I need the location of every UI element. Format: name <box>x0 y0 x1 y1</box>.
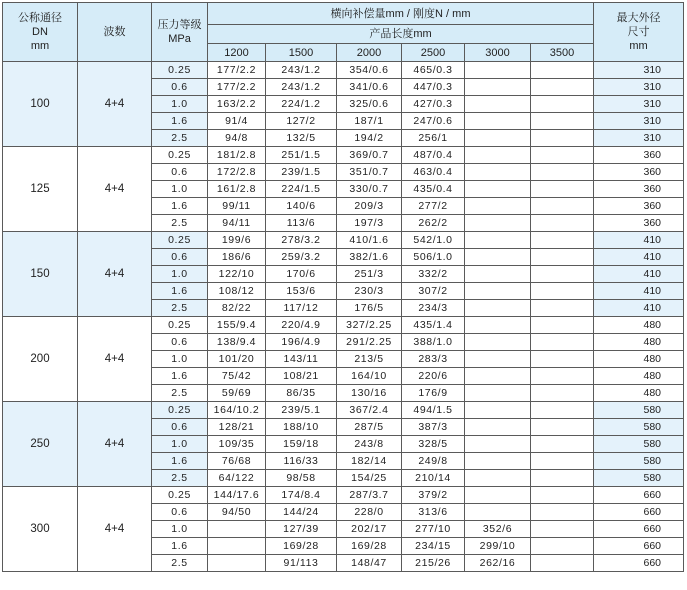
max-od-cell: 480 <box>594 368 684 385</box>
value-cell: 278/3.2 <box>266 232 337 249</box>
value-cell <box>465 470 531 487</box>
value-cell: 351/0.7 <box>337 164 402 181</box>
pressure-cell: 1.6 <box>152 453 208 470</box>
value-cell: 94/50 <box>208 504 266 521</box>
max-od-cell: 310 <box>594 130 684 147</box>
value-cell: 239/1.5 <box>266 164 337 181</box>
value-cell: 86/35 <box>266 385 337 402</box>
value-cell: 76/68 <box>208 453 266 470</box>
value-cell: 181/2.8 <box>208 147 266 164</box>
value-cell: 388/1.0 <box>402 334 465 351</box>
waves-cell: 4+4 <box>78 402 152 487</box>
pressure-cell: 1.0 <box>152 181 208 198</box>
waves-cell: 4+4 <box>78 232 152 317</box>
value-cell: 196/4.9 <box>266 334 337 351</box>
value-cell: 352/6 <box>465 521 531 538</box>
value-cell: 186/6 <box>208 249 266 266</box>
value-cell <box>531 317 594 334</box>
value-cell: 224/1.2 <box>266 96 337 113</box>
length-header: 2000 <box>337 44 402 62</box>
value-cell: 277/10 <box>402 521 465 538</box>
value-cell <box>465 402 531 419</box>
pressure-cell: 2.5 <box>152 130 208 147</box>
value-cell: 155/9.4 <box>208 317 266 334</box>
value-cell: 122/10 <box>208 266 266 283</box>
value-cell <box>531 368 594 385</box>
value-cell: 487/0.4 <box>402 147 465 164</box>
value-cell <box>531 198 594 215</box>
pressure-cell: 0.6 <box>152 419 208 436</box>
value-cell: 542/1.0 <box>402 232 465 249</box>
pressure-cell: 0.25 <box>152 487 208 504</box>
table-row <box>3 487 684 504</box>
max-od-cell: 360 <box>594 164 684 181</box>
value-cell <box>531 62 594 79</box>
pressure-cell: 1.6 <box>152 538 208 555</box>
pressure-cell: 0.25 <box>152 147 208 164</box>
value-cell: 435/0.4 <box>402 181 465 198</box>
product-length-header: 产品长度mm <box>208 25 594 44</box>
bellows-spec-table <box>2 2 684 572</box>
max-od-cell: 310 <box>594 96 684 113</box>
max-od-cell: 480 <box>594 351 684 368</box>
value-cell: 247/0.6 <box>402 113 465 130</box>
max-od-cell: 480 <box>594 317 684 334</box>
table-body <box>3 62 684 572</box>
value-cell: 187/1 <box>337 113 402 130</box>
value-cell: 170/6 <box>266 266 337 283</box>
dn-header-line-2: DN <box>32 26 48 38</box>
value-cell <box>465 368 531 385</box>
pressure-cell: 2.5 <box>152 300 208 317</box>
max-od-cell: 660 <box>594 487 684 504</box>
value-cell <box>465 453 531 470</box>
pressure-cell: 1.0 <box>152 96 208 113</box>
value-cell <box>208 555 266 572</box>
value-cell <box>531 436 594 453</box>
value-cell <box>531 521 594 538</box>
length-header: 2500 <box>402 44 465 62</box>
waves-cell: 4+4 <box>78 317 152 402</box>
pressure-cell: 1.6 <box>152 368 208 385</box>
value-cell: 341/0.6 <box>337 79 402 96</box>
value-cell: 243/1.2 <box>266 79 337 96</box>
pressure-cell: 0.25 <box>152 232 208 249</box>
value-cell <box>465 198 531 215</box>
value-cell <box>465 62 531 79</box>
value-cell <box>465 283 531 300</box>
spec-table-container <box>2 2 683 572</box>
value-cell: 143/11 <box>266 351 337 368</box>
value-cell <box>465 300 531 317</box>
pressure-cell: 2.5 <box>152 555 208 572</box>
value-cell: 494/1.5 <box>402 402 465 419</box>
value-cell: 59/69 <box>208 385 266 402</box>
value-cell: 182/14 <box>337 453 402 470</box>
max-od-cell: 310 <box>594 62 684 79</box>
value-cell: 299/10 <box>465 538 531 555</box>
value-cell <box>531 96 594 113</box>
value-cell: 169/28 <box>337 538 402 555</box>
value-cell: 94/8 <box>208 130 266 147</box>
value-cell: 75/42 <box>208 368 266 385</box>
value-cell: 138/9.4 <box>208 334 266 351</box>
value-cell <box>531 79 594 96</box>
value-cell: 287/5 <box>337 419 402 436</box>
max-od-header-line-3: mm <box>629 40 648 52</box>
dn-header-line-1: 公称通径 <box>18 12 62 24</box>
pressure-cell: 0.25 <box>152 402 208 419</box>
max-od-cell: 410 <box>594 283 684 300</box>
value-cell: 228/0 <box>337 504 402 521</box>
value-cell: 108/21 <box>266 368 337 385</box>
pressure-cell: 1.6 <box>152 113 208 130</box>
pressure-cell: 2.5 <box>152 385 208 402</box>
value-cell: 194/2 <box>337 130 402 147</box>
value-cell: 177/2.2 <box>208 79 266 96</box>
waves-cell: 4+4 <box>78 487 152 572</box>
value-cell: 220/4.9 <box>266 317 337 334</box>
pressure-header-line-1: 压力等级 <box>157 19 202 31</box>
max-od-cell: 580 <box>594 470 684 487</box>
value-cell: 465/0.3 <box>402 62 465 79</box>
value-cell: 159/18 <box>266 436 337 453</box>
waves-cell: 4+4 <box>78 147 152 232</box>
dn-header <box>3 3 78 62</box>
pressure-cell: 1.0 <box>152 436 208 453</box>
value-cell: 174/8.4 <box>266 487 337 504</box>
value-cell <box>531 232 594 249</box>
value-cell: 164/10.2 <box>208 402 266 419</box>
pressure-cell: 1.0 <box>152 266 208 283</box>
value-cell: 506/1.0 <box>402 249 465 266</box>
value-cell: 117/12 <box>266 300 337 317</box>
table-row <box>3 317 684 334</box>
value-cell: 176/9 <box>402 385 465 402</box>
value-cell <box>465 215 531 232</box>
value-cell: 163/2.2 <box>208 96 266 113</box>
max-od-cell: 410 <box>594 232 684 249</box>
compensation-header: 横向补偿量mm / 刚度N / mm <box>208 3 594 25</box>
pressure-cell: 1.6 <box>152 198 208 215</box>
table-row <box>3 402 684 419</box>
max-od-cell: 360 <box>594 198 684 215</box>
max-od-cell: 310 <box>594 113 684 130</box>
value-cell <box>531 147 594 164</box>
value-cell: 330/0.7 <box>337 181 402 198</box>
value-cell: 101/20 <box>208 351 266 368</box>
value-cell <box>465 79 531 96</box>
value-cell <box>465 385 531 402</box>
waves-header: 波数 <box>78 3 152 62</box>
value-cell <box>531 487 594 504</box>
max-od-cell: 580 <box>594 419 684 436</box>
value-cell: 91/4 <box>208 113 266 130</box>
value-cell: 161/2.8 <box>208 181 266 198</box>
dn-cell: 300 <box>3 487 78 572</box>
value-cell: 239/5.1 <box>266 402 337 419</box>
length-header: 1500 <box>266 44 337 62</box>
max-od-cell: 360 <box>594 181 684 198</box>
value-cell: 332/2 <box>402 266 465 283</box>
max-od-cell: 360 <box>594 147 684 164</box>
value-cell: 199/6 <box>208 232 266 249</box>
value-cell: 172/2.8 <box>208 164 266 181</box>
value-cell <box>531 130 594 147</box>
value-cell: 91/113 <box>266 555 337 572</box>
value-cell <box>531 181 594 198</box>
value-cell <box>531 402 594 419</box>
pressure-cell: 0.6 <box>152 249 208 266</box>
value-cell: 251/1.5 <box>266 147 337 164</box>
pressure-cell: 0.6 <box>152 164 208 181</box>
value-cell: 367/2.4 <box>337 402 402 419</box>
value-cell <box>208 521 266 538</box>
max-od-header-line-2: 尺寸 <box>627 26 650 38</box>
value-cell: 230/3 <box>337 283 402 300</box>
length-header: 3000 <box>465 44 531 62</box>
dn-cell: 100 <box>3 62 78 147</box>
pressure-cell: 0.25 <box>152 62 208 79</box>
value-cell: 188/10 <box>266 419 337 436</box>
value-cell: 82/22 <box>208 300 266 317</box>
value-cell: 164/10 <box>337 368 402 385</box>
max-od-cell: 410 <box>594 300 684 317</box>
max-od-cell: 480 <box>594 385 684 402</box>
pressure-cell: 1.0 <box>152 521 208 538</box>
value-cell: 213/5 <box>337 351 402 368</box>
value-cell: 176/5 <box>337 300 402 317</box>
value-cell: 435/1.4 <box>402 317 465 334</box>
value-cell: 64/122 <box>208 470 266 487</box>
value-cell <box>531 419 594 436</box>
max-od-header-line-1: 最大外径 <box>616 12 661 24</box>
max-od-cell: 660 <box>594 504 684 521</box>
table-row <box>3 232 684 249</box>
value-cell <box>531 385 594 402</box>
value-cell: 148/47 <box>337 555 402 572</box>
value-cell: 132/5 <box>266 130 337 147</box>
value-cell: 327/2.25 <box>337 317 402 334</box>
value-cell: 215/26 <box>402 555 465 572</box>
value-cell: 169/28 <box>266 538 337 555</box>
value-cell: 177/2.2 <box>208 62 266 79</box>
max-od-cell: 660 <box>594 521 684 538</box>
value-cell <box>465 232 531 249</box>
max-od-cell: 660 <box>594 555 684 572</box>
value-cell: 243/1.2 <box>266 62 337 79</box>
value-cell <box>465 317 531 334</box>
max-od-cell: 410 <box>594 249 684 266</box>
table-row <box>3 62 684 79</box>
pressure-cell: 0.6 <box>152 504 208 521</box>
value-cell: 447/0.3 <box>402 79 465 96</box>
value-cell <box>531 504 594 521</box>
value-cell: 249/8 <box>402 453 465 470</box>
value-cell: 369/0.7 <box>337 147 402 164</box>
value-cell: 234/3 <box>402 300 465 317</box>
value-cell: 94/11 <box>208 215 266 232</box>
pressure-cell: 2.5 <box>152 470 208 487</box>
pressure-cell: 0.25 <box>152 317 208 334</box>
value-cell: 325/0.6 <box>337 96 402 113</box>
value-cell: 116/33 <box>266 453 337 470</box>
dn-cell: 125 <box>3 147 78 232</box>
value-cell <box>465 487 531 504</box>
value-cell: 287/3.7 <box>337 487 402 504</box>
pressure-header <box>152 3 208 62</box>
value-cell: 262/16 <box>465 555 531 572</box>
max-od-cell: 310 <box>594 79 684 96</box>
value-cell: 140/6 <box>266 198 337 215</box>
value-cell <box>465 96 531 113</box>
value-cell: 277/2 <box>402 198 465 215</box>
table-header <box>3 3 684 62</box>
pressure-cell: 2.5 <box>152 215 208 232</box>
length-header: 1200 <box>208 44 266 62</box>
value-cell: 243/8 <box>337 436 402 453</box>
value-cell: 144/17.6 <box>208 487 266 504</box>
max-od-cell: 580 <box>594 453 684 470</box>
value-cell: 379/2 <box>402 487 465 504</box>
value-cell <box>465 266 531 283</box>
value-cell: 220/6 <box>402 368 465 385</box>
value-cell: 354/0.6 <box>337 62 402 79</box>
value-cell: 202/17 <box>337 521 402 538</box>
value-cell: 128/21 <box>208 419 266 436</box>
pressure-cell: 0.6 <box>152 79 208 96</box>
value-cell: 234/15 <box>402 538 465 555</box>
value-cell <box>531 283 594 300</box>
max-od-cell: 660 <box>594 538 684 555</box>
max-od-cell: 480 <box>594 334 684 351</box>
value-cell <box>465 113 531 130</box>
table-row <box>3 147 684 164</box>
dn-header-line-3: mm <box>30 40 50 52</box>
value-cell: 259/3.2 <box>266 249 337 266</box>
value-cell: 153/6 <box>266 283 337 300</box>
max-od-cell: 360 <box>594 215 684 232</box>
value-cell: 127/2 <box>266 113 337 130</box>
value-cell <box>465 181 531 198</box>
value-cell <box>531 555 594 572</box>
value-cell: 313/6 <box>402 504 465 521</box>
value-cell <box>531 538 594 555</box>
max-od-cell: 410 <box>594 266 684 283</box>
pressure-cell: 1.6 <box>152 283 208 300</box>
value-cell <box>531 266 594 283</box>
value-cell: 427/0.3 <box>402 96 465 113</box>
value-cell <box>465 436 531 453</box>
value-cell: 209/3 <box>337 198 402 215</box>
value-cell: 463/0.4 <box>402 164 465 181</box>
pressure-header-line-2: MPa <box>168 33 191 45</box>
value-cell: 144/24 <box>266 504 337 521</box>
value-cell <box>531 164 594 181</box>
value-cell <box>531 453 594 470</box>
value-cell: 382/1.6 <box>337 249 402 266</box>
value-cell: 127/39 <box>266 521 337 538</box>
value-cell <box>531 249 594 266</box>
max-od-cell: 580 <box>594 436 684 453</box>
value-cell: 251/3 <box>337 266 402 283</box>
value-cell <box>531 113 594 130</box>
value-cell: 283/3 <box>402 351 465 368</box>
value-cell: 410/1.6 <box>337 232 402 249</box>
value-cell <box>465 130 531 147</box>
dn-cell: 200 <box>3 317 78 402</box>
value-cell <box>465 419 531 436</box>
value-cell: 108/12 <box>208 283 266 300</box>
value-cell: 197/3 <box>337 215 402 232</box>
value-cell: 99/11 <box>208 198 266 215</box>
value-cell <box>531 215 594 232</box>
waves-cell: 4+4 <box>78 62 152 147</box>
value-cell: 113/6 <box>266 215 337 232</box>
value-cell <box>465 504 531 521</box>
value-cell <box>465 334 531 351</box>
value-cell <box>531 334 594 351</box>
pressure-cell: 0.6 <box>152 334 208 351</box>
value-cell: 262/2 <box>402 215 465 232</box>
value-cell: 98/58 <box>266 470 337 487</box>
max-od-cell: 580 <box>594 402 684 419</box>
value-cell: 224/1.5 <box>266 181 337 198</box>
value-cell: 154/25 <box>337 470 402 487</box>
max-od-header <box>594 3 684 62</box>
length-header: 3500 <box>531 44 594 62</box>
value-cell <box>531 470 594 487</box>
value-cell: 256/1 <box>402 130 465 147</box>
value-cell <box>531 300 594 317</box>
value-cell <box>465 164 531 181</box>
value-cell <box>465 351 531 368</box>
value-cell <box>208 538 266 555</box>
value-cell: 109/35 <box>208 436 266 453</box>
value-cell: 210/14 <box>402 470 465 487</box>
pressure-cell: 1.0 <box>152 351 208 368</box>
value-cell: 387/3 <box>402 419 465 436</box>
value-cell: 307/2 <box>402 283 465 300</box>
dn-cell: 250 <box>3 402 78 487</box>
value-cell: 328/5 <box>402 436 465 453</box>
value-cell: 130/16 <box>337 385 402 402</box>
value-cell <box>465 147 531 164</box>
value-cell <box>531 351 594 368</box>
value-cell: 291/2.25 <box>337 334 402 351</box>
value-cell <box>465 249 531 266</box>
dn-cell: 150 <box>3 232 78 317</box>
